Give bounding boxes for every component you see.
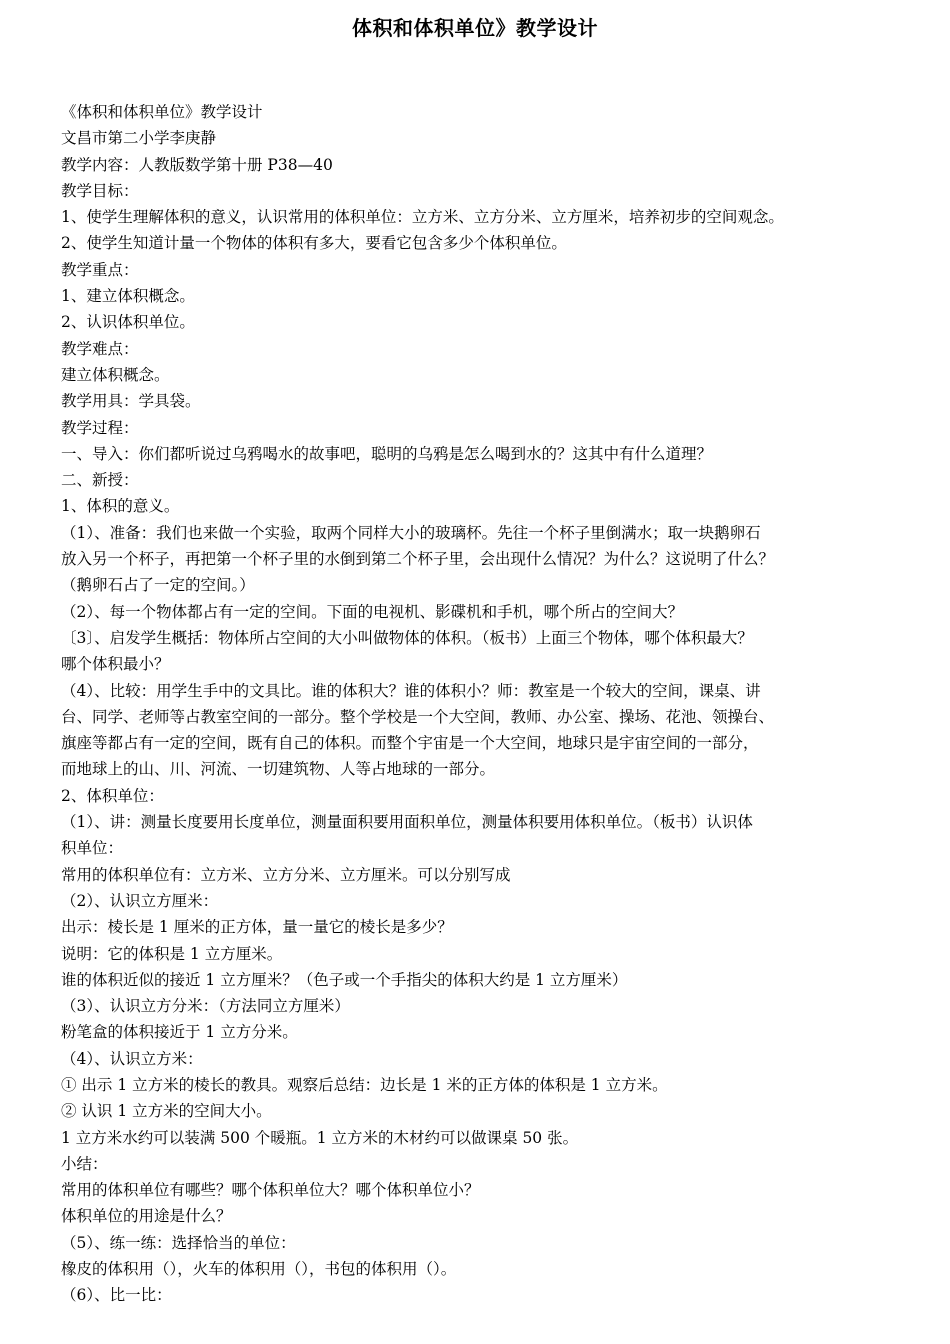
text-line: 2、认识体积单位。 bbox=[61, 313, 195, 332]
text-line bbox=[61, 1309, 901, 1335]
text-line: 教学重点： bbox=[61, 260, 139, 279]
text-line: 而地球上的山、川、河流、一切建筑物、人等占地球的一部分。 bbox=[61, 760, 496, 779]
text-line: 1、使学生理解体积的意义，认识常用的体积单位：立方米、立方分米、立方厘米，培养初步的空间观念。 bbox=[61, 208, 784, 227]
text-line: （4）、比较：用学生手中的文具比。谁的体积大？谁的体积小？师：教室是一个较大的空间，课桌、讲 bbox=[61, 681, 761, 700]
text-line: 教学目标： bbox=[61, 181, 139, 200]
text-line: 台、同学、老师等占教室空间的一部分。整个学校是一个大空间，教师、办公室、操场、花池、领操台、 bbox=[61, 707, 775, 726]
text-line: ① 出示 1 立方米的棱长的教具。观察后总结：边长是 1 米的正方体的体积是 1 立方米。 bbox=[61, 1075, 668, 1094]
text-line: （1）、准备：我们也来做一个实验，取两个同样大小的玻璃杯。先往一个杯子里倒满水；取一块鹅卵石 bbox=[61, 523, 761, 542]
text-line: 积单位： bbox=[61, 839, 124, 858]
text-line: 出示：棱长是 1 厘米的正方体，量一量它的棱长是多少？ bbox=[61, 918, 453, 937]
text-line: 旗座等都占有一定的空间，既有自己的体积。而整个宇宙是一个大空间，地球只是宇宙空间的一部分， bbox=[61, 734, 759, 753]
text-line: 体积单位的用途是什么？ bbox=[61, 1207, 232, 1226]
text-line: 1、体积的意义。 bbox=[61, 497, 180, 516]
text-line: （鹅卵石占了一定的空间。） bbox=[61, 576, 255, 595]
text-line: 2、体积单位： bbox=[61, 786, 164, 805]
text-line: 常用的体积单位有哪些？哪个体积单位大？哪个体积单位小？ bbox=[61, 1181, 480, 1200]
text-line: （5）、练一练：选择恰当的单位： bbox=[61, 1233, 296, 1252]
text-line: 哪个体积最小？ bbox=[61, 655, 170, 674]
text-line: 〔3〕、启发学生概括：物体所占空间的大小叫做物体的体积。（板书）上面三个物体，哪个体积最大？ bbox=[61, 628, 753, 647]
text-line: 教学过程： bbox=[61, 418, 139, 437]
text-line: 2、使学生知道计量一个物体的体积有多大，要看它包含多少个体积单位。 bbox=[61, 234, 567, 253]
text-line: （6）、比一比： bbox=[61, 1286, 172, 1305]
text-line: 《体积和体积单位》教学设计 bbox=[61, 103, 263, 121]
text-line: ② 认识 1 立方米的空间大小。 bbox=[61, 1102, 272, 1121]
text-line: 一、导入：你们都听说过乌鸦喝水的故事吧，聪明的乌鸦是怎么喝到水的？这其中有什么道理？ bbox=[61, 444, 713, 463]
text-line: 文昌市第二小学李庚静 bbox=[61, 129, 217, 148]
text-line: 说明：它的体积是 1 立方厘米。 bbox=[61, 944, 283, 963]
text-line: 1、建立体积概念。 bbox=[61, 287, 195, 306]
text-line: （2）、每一个物体都占有一定的空间。下面的电视机、影碟机和手机，哪个所占的空间大？ bbox=[61, 602, 684, 621]
text-line: 橡皮的体积用（），火车的体积用（），书包的体积用（）。 bbox=[61, 1260, 457, 1279]
document-body bbox=[61, 99, 901, 1335]
text-line: （4）、认识立方米： bbox=[61, 1049, 203, 1068]
text-line: 放入另一个杯子，再把第一个杯子里的水倒到第二个杯子里，会出现什么情况？为什么？这说明了什么？ bbox=[61, 550, 775, 569]
text-line: （1）、讲：测量长度要用长度单位，测量面积要用面积单位，测量体积要用体积单位。（板书）认识体 bbox=[61, 813, 753, 832]
page-title: 体积和体积单位》教学设计 bbox=[352, 16, 598, 40]
text-line: 小结： bbox=[61, 1154, 108, 1173]
text-line: 常用的体积单位有：立方米、立方分米、立方厘米。可以分别写成 bbox=[61, 865, 511, 884]
text-line: （3）、认识立方分米：（方法同立方厘米） bbox=[61, 997, 350, 1016]
text-line: 二、新授： bbox=[61, 471, 139, 490]
text-line: 建立体积概念。 bbox=[61, 365, 170, 384]
text-line: 谁的体积近似的接近 1 立方厘米？（色子或一个手指尖的体积大约是 1 立方厘米） bbox=[61, 970, 628, 989]
text-line: 教学难点： bbox=[61, 339, 139, 358]
text-line: 教学内容：人教版数学第十册 P38—40 bbox=[61, 155, 333, 174]
text-line: 粉笔盒的体积接近于 1 立方分米。 bbox=[61, 1023, 298, 1042]
text-line: 教学用具：学具袋。 bbox=[61, 392, 201, 411]
text-line: （2）、认识立方厘米： bbox=[61, 891, 219, 910]
text-line: 1 立方米水约可以装满 500 个暖瓶。1 立方米的木材约可以做课桌 50 张。 bbox=[61, 1128, 579, 1147]
